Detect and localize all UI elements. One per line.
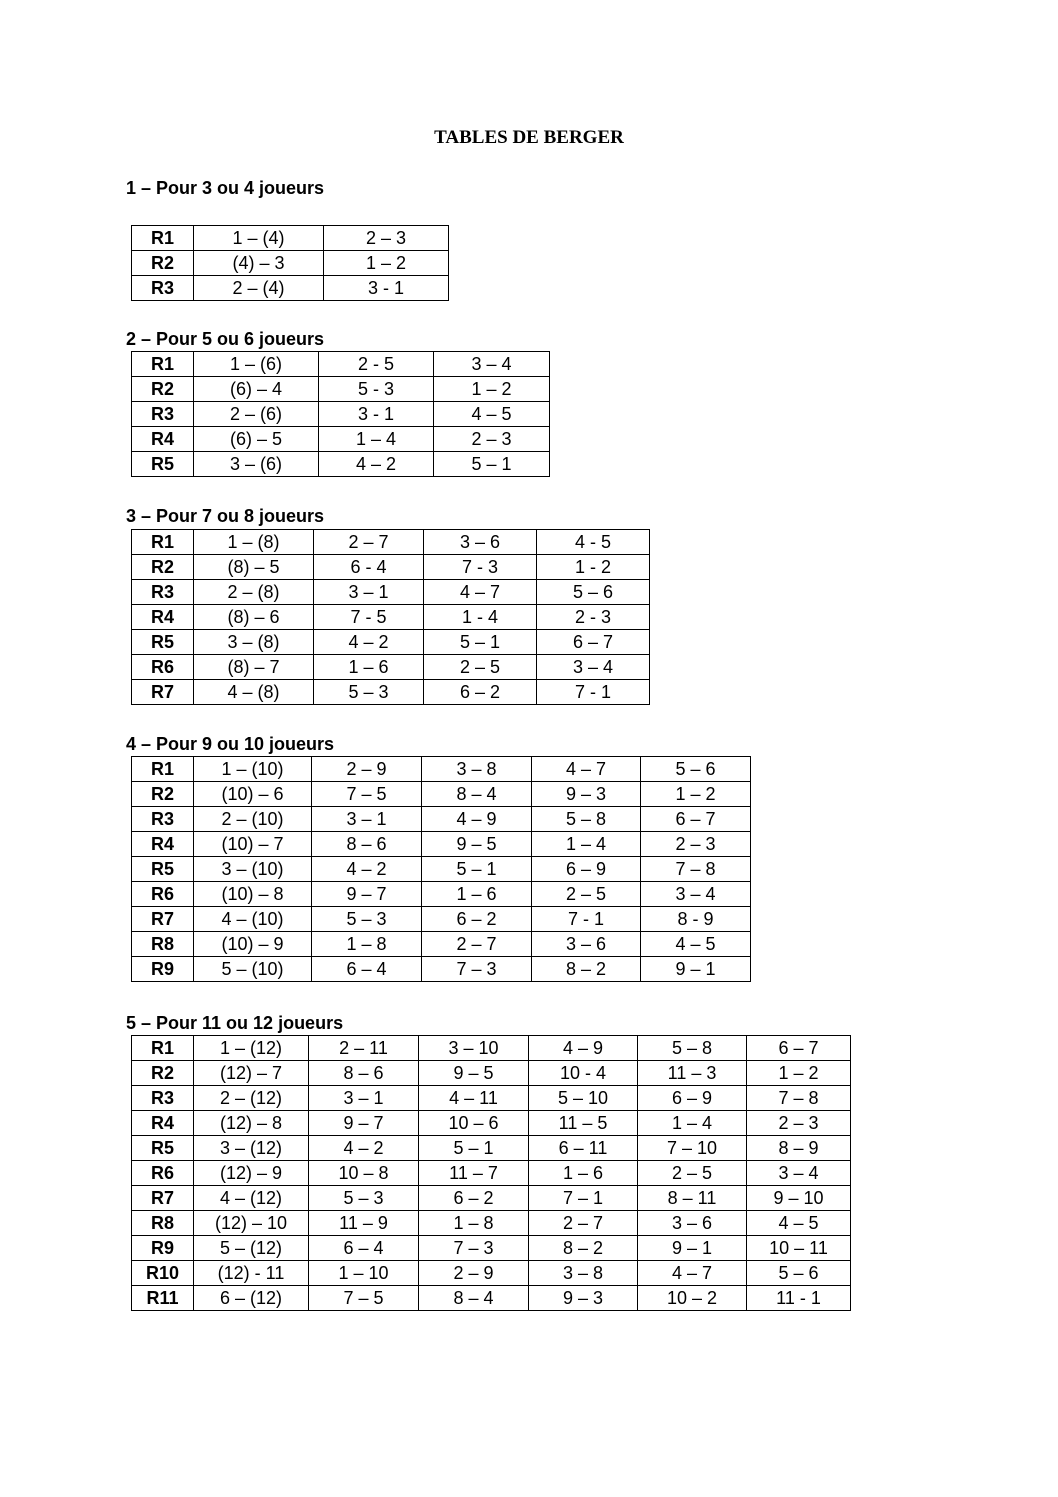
pairing-cell: 2 – 9 — [312, 757, 422, 782]
pairing-cell: (4) – 3 — [194, 251, 324, 276]
pairing-cell: 4 – 9 — [529, 1036, 638, 1061]
pairing-cell: 3 – 1 — [314, 580, 424, 605]
pairing-cell: 6 – 4 — [309, 1236, 419, 1261]
pairing-cell: 6 – 4 — [312, 957, 422, 982]
table-row — [132, 1061, 851, 1086]
table-row — [132, 580, 650, 605]
pairing-cell: 8 – 6 — [312, 832, 422, 857]
table-row — [132, 807, 751, 832]
pairing-cell: 7 - 1 — [537, 680, 650, 705]
round-label: R7 — [132, 907, 194, 932]
pairing-cell: 9 – 1 — [638, 1236, 747, 1261]
pairing-cell: 9 – 7 — [309, 1111, 419, 1136]
table-row — [132, 882, 751, 907]
pairing-cell: 2 – 7 — [422, 932, 532, 957]
table-row — [132, 1186, 851, 1211]
table-row — [132, 1236, 851, 1261]
round-label: R7 — [132, 680, 194, 705]
pairing-cell: 4 - 5 — [537, 530, 650, 555]
round-label: R4 — [132, 1111, 194, 1136]
pairing-cell: (8) – 7 — [194, 655, 314, 680]
table-row — [132, 1111, 851, 1136]
pairing-cell: 1 – 6 — [314, 655, 424, 680]
pairing-cell: 5 – 6 — [537, 580, 650, 605]
pairing-cell: 4 – 7 — [532, 757, 641, 782]
pairing-cell: 9 – 10 — [747, 1186, 851, 1211]
round-label: R2 — [132, 782, 194, 807]
pairing-cell: 1 – 6 — [529, 1161, 638, 1186]
table-row — [132, 530, 650, 555]
table-row — [132, 630, 650, 655]
pairing-cell: 8 – 2 — [529, 1236, 638, 1261]
pairing-cell: 1 – (12) — [194, 1036, 309, 1061]
pairing-cell: 6 – (12) — [194, 1286, 309, 1311]
pairing-cell: 4 – 11 — [419, 1086, 529, 1111]
table-row — [132, 1036, 851, 1061]
pairing-cell: 8 – 11 — [638, 1186, 747, 1211]
round-label: R11 — [132, 1286, 194, 1311]
table-row — [132, 907, 751, 932]
pairing-cell: 7 - 3 — [424, 555, 537, 580]
section-heading-3: 3 – Pour 7 ou 8 joueurs — [126, 506, 325, 526]
pairing-cell: 1 – 2 — [434, 377, 550, 402]
pairing-cell: 8 - 9 — [641, 907, 751, 932]
pairing-cell: 4 – 7 — [638, 1261, 747, 1286]
pairing-cell: 9 – 7 — [312, 882, 422, 907]
pairing-cell: 6 – 7 — [747, 1036, 851, 1061]
pairing-cell: 10 - 4 — [529, 1061, 638, 1086]
pairing-cell: 9 – 3 — [532, 782, 641, 807]
round-label: R5 — [132, 452, 194, 477]
table-row — [132, 857, 751, 882]
pairing-cell: 6 – 2 — [419, 1186, 529, 1211]
round-label: R7 — [132, 1186, 194, 1211]
round-label: R1 — [132, 530, 194, 555]
pairing-cell: 4 – 5 — [434, 402, 550, 427]
round-label: R3 — [132, 807, 194, 832]
pairing-cell: 3 – 6 — [638, 1211, 747, 1236]
pairing-cell: 11 – 7 — [419, 1161, 529, 1186]
table-row — [132, 1261, 851, 1286]
round-label: R5 — [132, 630, 194, 655]
round-label: R2 — [132, 251, 194, 276]
table-row — [132, 932, 751, 957]
pairing-cell: 5 – 10 — [529, 1086, 638, 1111]
pairing-cell: 3 – 8 — [529, 1261, 638, 1286]
berger-table-2 — [131, 351, 550, 477]
round-label: R9 — [132, 1236, 194, 1261]
table-row — [132, 782, 751, 807]
pairing-cell: 5 – 1 — [422, 857, 532, 882]
pairing-cell: 2 – 7 — [529, 1211, 638, 1236]
pairing-cell: 2 – 3 — [324, 226, 449, 251]
pairing-cell: 2 – 9 — [419, 1261, 529, 1286]
pairing-cell: 7 – 3 — [419, 1236, 529, 1261]
pairing-cell: 5 – 6 — [641, 757, 751, 782]
pairing-cell: 3 – 10 — [419, 1036, 529, 1061]
pairing-cell: 6 – 2 — [422, 907, 532, 932]
pairing-cell: 4 – 5 — [641, 932, 751, 957]
round-label: R4 — [132, 832, 194, 857]
round-label: R2 — [132, 555, 194, 580]
pairing-cell: 1 – 2 — [324, 251, 449, 276]
round-label: R1 — [132, 226, 194, 251]
pairing-cell: (12) – 9 — [194, 1161, 309, 1186]
table-row — [132, 1286, 851, 1311]
pairing-cell: 4 – (10) — [194, 907, 312, 932]
pairing-cell: 7 - 1 — [532, 907, 641, 932]
pairing-cell: 4 – 9 — [422, 807, 532, 832]
pairing-cell: 7 – 5 — [312, 782, 422, 807]
pairing-cell: 3 – 1 — [309, 1086, 419, 1111]
pairing-cell: 2 – 7 — [314, 530, 424, 555]
round-label: R10 — [132, 1261, 194, 1286]
pairing-cell: 2 – (6) — [194, 402, 319, 427]
pairing-cell: 5 – 1 — [419, 1136, 529, 1161]
pairing-cell: 5 – 3 — [314, 680, 424, 705]
pairing-cell: 7 - 5 — [314, 605, 424, 630]
pairing-cell: 3 - 1 — [319, 402, 434, 427]
pairing-cell: (8) – 5 — [194, 555, 314, 580]
pairing-cell: 5 – (12) — [194, 1236, 309, 1261]
pairing-cell: 8 – 2 — [532, 957, 641, 982]
round-label: R8 — [132, 1211, 194, 1236]
pairing-cell: 3 – (6) — [194, 452, 319, 477]
pairing-cell: 3 – (8) — [194, 630, 314, 655]
table-row — [132, 427, 550, 452]
pairing-cell: 2 – 3 — [434, 427, 550, 452]
round-label: R3 — [132, 276, 194, 301]
round-label: R5 — [132, 857, 194, 882]
round-label: R2 — [132, 1061, 194, 1086]
table-row — [132, 1211, 851, 1236]
pairing-cell: 5 - 3 — [319, 377, 434, 402]
pairing-cell: 8 – 4 — [422, 782, 532, 807]
table-row — [132, 680, 650, 705]
pairing-cell: (12) – 10 — [194, 1211, 309, 1236]
pairing-cell: 11 – 9 — [309, 1211, 419, 1236]
table-row — [132, 377, 550, 402]
pairing-cell: 5 – (10) — [194, 957, 312, 982]
pairing-cell: 2 - 5 — [319, 352, 434, 377]
pairing-cell: 1 - 2 — [537, 555, 650, 580]
pairing-cell: 5 – 1 — [434, 452, 550, 477]
pairing-cell: 4 – 2 — [312, 857, 422, 882]
pairing-cell: 3 – 8 — [422, 757, 532, 782]
pairing-cell: 7 – 8 — [641, 857, 751, 882]
pairing-cell: 7 – 8 — [747, 1086, 851, 1111]
pairing-cell: 1 – 4 — [638, 1111, 747, 1136]
pairing-cell: 4 – (8) — [194, 680, 314, 705]
berger-table-1 — [131, 225, 449, 301]
round-label: R5 — [132, 1136, 194, 1161]
pairing-cell: 1 – (8) — [194, 530, 314, 555]
pairing-cell: 9 – 3 — [529, 1286, 638, 1311]
pairing-cell: 1 – 4 — [532, 832, 641, 857]
pairing-cell: 8 – 9 — [747, 1136, 851, 1161]
pairing-cell: 2 – (8) — [194, 580, 314, 605]
section-heading-1: 1 – Pour 3 ou 4 joueurs — [126, 178, 325, 198]
pairing-cell: 3 – 1 — [312, 807, 422, 832]
pairing-cell: 2 – 3 — [747, 1111, 851, 1136]
pairing-cell: (10) – 9 — [194, 932, 312, 957]
pairing-cell: 7 – 1 — [529, 1186, 638, 1211]
table-row — [132, 832, 751, 857]
table-row — [132, 251, 449, 276]
pairing-cell: 11 – 3 — [638, 1061, 747, 1086]
pairing-cell: 9 – 5 — [422, 832, 532, 857]
pairing-cell: (12) – 7 — [194, 1061, 309, 1086]
pairing-cell: 1 – 2 — [747, 1061, 851, 1086]
pairing-cell: 7 – 10 — [638, 1136, 747, 1161]
pairing-cell: (12) - 11 — [194, 1261, 309, 1286]
pairing-cell: 5 – 1 — [424, 630, 537, 655]
round-label: R1 — [132, 352, 194, 377]
pairing-cell: 6 – 7 — [537, 630, 650, 655]
pairing-cell: 5 – 8 — [532, 807, 641, 832]
pairing-cell: 1 – 2 — [641, 782, 751, 807]
table-row — [132, 655, 650, 680]
pairing-cell: 5 – 6 — [747, 1261, 851, 1286]
pairing-cell: 7 – 5 — [309, 1286, 419, 1311]
pairing-cell: (10) – 6 — [194, 782, 312, 807]
pairing-cell: 4 – 7 — [424, 580, 537, 605]
table-row — [132, 1136, 851, 1161]
pairing-cell: 11 - 1 — [747, 1286, 851, 1311]
pairing-cell: 9 – 5 — [419, 1061, 529, 1086]
pairing-cell: 6 – 7 — [641, 807, 751, 832]
pairing-cell: 4 – 2 — [309, 1136, 419, 1161]
round-label: R3 — [132, 402, 194, 427]
pairing-cell: 1 – 4 — [319, 427, 434, 452]
table-row — [132, 402, 550, 427]
pairing-cell: 2 – 5 — [532, 882, 641, 907]
round-label: R6 — [132, 1161, 194, 1186]
pairing-cell: (6) – 4 — [194, 377, 319, 402]
pairing-cell: 3 - 1 — [324, 276, 449, 301]
pairing-cell: 3 – (12) — [194, 1136, 309, 1161]
table-row — [132, 352, 550, 377]
section-heading-4: 4 – Pour 9 ou 10 joueurs — [126, 734, 335, 754]
pairing-cell: 2 – 3 — [641, 832, 751, 857]
pairing-cell: (6) – 5 — [194, 427, 319, 452]
pairing-cell: 1 – (6) — [194, 352, 319, 377]
pairing-cell: 6 – 11 — [529, 1136, 638, 1161]
pairing-cell: 11 – 5 — [529, 1111, 638, 1136]
pairing-cell: 1 - 4 — [424, 605, 537, 630]
table-row — [132, 1161, 851, 1186]
pairing-cell: 2 – (10) — [194, 807, 312, 832]
pairing-cell: 8 – 4 — [419, 1286, 529, 1311]
pairing-cell: 6 – 9 — [532, 857, 641, 882]
pairing-cell: 2 – (12) — [194, 1086, 309, 1111]
pairing-cell: 6 - 4 — [314, 555, 424, 580]
section-heading-5: 5 – Pour 11 ou 12 joueurs — [126, 1013, 344, 1033]
round-label: R3 — [132, 580, 194, 605]
page-title: TABLES DE BERGER — [434, 127, 624, 148]
round-label: R2 — [132, 377, 194, 402]
table-row — [132, 226, 449, 251]
pairing-cell: 9 – 1 — [641, 957, 751, 982]
pairing-cell: 7 – 3 — [422, 957, 532, 982]
pairing-cell: 1 – 8 — [312, 932, 422, 957]
pairing-cell: (8) – 6 — [194, 605, 314, 630]
pairing-cell: (10) – 8 — [194, 882, 312, 907]
pairing-cell: 3 – 6 — [424, 530, 537, 555]
table-row — [132, 1086, 851, 1111]
berger-table-4 — [131, 756, 751, 982]
pairing-cell: 2 – (4) — [194, 276, 324, 301]
pairing-cell: (10) – 7 — [194, 832, 312, 857]
table-row — [132, 276, 449, 301]
pairing-cell: 3 – 6 — [532, 932, 641, 957]
pairing-cell: 5 – 3 — [312, 907, 422, 932]
pairing-cell: 3 – 4 — [537, 655, 650, 680]
table-row — [132, 452, 550, 477]
round-label: R1 — [132, 1036, 194, 1061]
pairing-cell: 6 – 2 — [424, 680, 537, 705]
round-label: R1 — [132, 757, 194, 782]
table-row — [132, 605, 650, 630]
pairing-cell: 3 – 4 — [747, 1161, 851, 1186]
pairing-cell: 2 – 5 — [638, 1161, 747, 1186]
pairing-cell: (12) – 8 — [194, 1111, 309, 1136]
pairing-cell: 5 – 3 — [309, 1186, 419, 1211]
pairing-cell: 2 - 3 — [537, 605, 650, 630]
pairing-cell: 1 – 6 — [422, 882, 532, 907]
round-label: R8 — [132, 932, 194, 957]
pairing-cell: 3 – 4 — [434, 352, 550, 377]
pairing-cell: 4 – 2 — [319, 452, 434, 477]
table-row — [132, 555, 650, 580]
pairing-cell: 4 – 2 — [314, 630, 424, 655]
pairing-cell: 1 – 8 — [419, 1211, 529, 1236]
pairing-cell: 10 – 11 — [747, 1236, 851, 1261]
section-heading-2: 2 – Pour 5 ou 6 joueurs — [126, 329, 325, 349]
round-label: R3 — [132, 1086, 194, 1111]
pairing-cell: 1 – (4) — [194, 226, 324, 251]
pairing-cell: 6 – 9 — [638, 1086, 747, 1111]
pairing-cell: 3 – 4 — [641, 882, 751, 907]
round-label: R4 — [132, 605, 194, 630]
pairing-cell: 2 – 11 — [309, 1036, 419, 1061]
berger-table-3 — [131, 529, 650, 705]
pairing-cell: 1 – (10) — [194, 757, 312, 782]
table-row — [132, 757, 751, 782]
pairing-cell: 10 – 8 — [309, 1161, 419, 1186]
round-label: R6 — [132, 882, 194, 907]
round-label: R9 — [132, 957, 194, 982]
berger-table-5 — [131, 1035, 851, 1311]
pairing-cell: 3 – (10) — [194, 857, 312, 882]
pairing-cell: 8 – 6 — [309, 1061, 419, 1086]
pairing-cell: 10 – 6 — [419, 1111, 529, 1136]
round-label: R6 — [132, 655, 194, 680]
pairing-cell: 1 – 10 — [309, 1261, 419, 1286]
round-label: R4 — [132, 427, 194, 452]
pairing-cell: 4 – 5 — [747, 1211, 851, 1236]
pairing-cell: 5 – 8 — [638, 1036, 747, 1061]
table-row — [132, 957, 751, 982]
pairing-cell: 2 – 5 — [424, 655, 537, 680]
pairing-cell: 10 – 2 — [638, 1286, 747, 1311]
pairing-cell: 4 – (12) — [194, 1186, 309, 1211]
